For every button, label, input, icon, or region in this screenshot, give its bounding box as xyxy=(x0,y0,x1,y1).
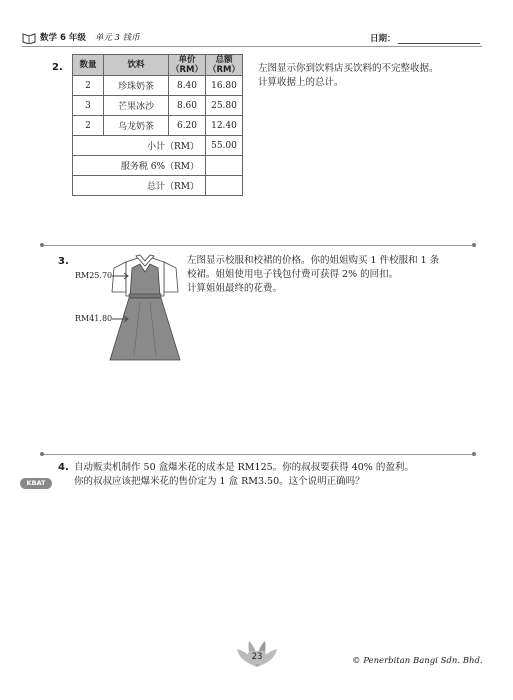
table-row xyxy=(73,96,243,116)
question-4-line: 你的叔叔应该把爆米花的售价定为 1 盒 RM3.50。这个说明正确吗？ xyxy=(74,476,365,487)
question-3-text xyxy=(187,254,487,296)
header-title xyxy=(40,31,140,43)
col-unit-price-header: 单价 （RM） xyxy=(169,55,206,76)
table-row xyxy=(73,76,243,96)
divider-dot xyxy=(472,243,476,247)
divider-dot xyxy=(472,452,476,456)
summary-row xyxy=(73,156,243,176)
col-qty-header: 数量 xyxy=(73,55,104,76)
unit-label: 单元 3 钱币 xyxy=(94,33,140,43)
date-line[interactable] xyxy=(398,43,480,44)
arrow-icon xyxy=(112,272,130,280)
question-4-line: 自动贩卖机制作 50 盒爆米花的成本是 RM125。你的叔叔要获得 40% 的盈利。 xyxy=(74,462,414,473)
grand-total-value[interactable] xyxy=(206,176,243,196)
row-unit-price: 6.20 xyxy=(169,116,206,136)
school-uniform-dress-image xyxy=(100,252,190,370)
divider-dot xyxy=(40,243,44,247)
receipt-table xyxy=(72,54,243,196)
col-total-header: 总额 （RM） xyxy=(206,55,243,76)
question-2-line: 左图显示你到饮料店买饮料的不完整收据。 xyxy=(258,63,439,74)
service-tax-label: 服务税 6%（RM） xyxy=(104,156,206,176)
service-tax-value[interactable] xyxy=(206,156,243,176)
row-qty: 2 xyxy=(73,76,104,96)
section-divider xyxy=(42,454,474,455)
question-3-line: 校裙。姐姐使用电子钱包付费可获得 2% 的回扣。 xyxy=(187,269,399,280)
divider-dot xyxy=(40,452,44,456)
row-total: 16.80 xyxy=(206,76,243,96)
question-4-text xyxy=(74,461,494,489)
question-2-number: 2. xyxy=(52,62,63,73)
section-divider xyxy=(42,245,474,246)
subtotal-label: 小计（RM） xyxy=(104,136,206,156)
summary-row xyxy=(73,136,243,156)
kbat-badge: KBAT xyxy=(20,478,52,489)
row-item: 珍珠奶茶 xyxy=(104,76,169,96)
row-qty: 3 xyxy=(73,96,104,116)
row-item: 芒果冰沙 xyxy=(104,96,169,116)
skirt-price-tag: RM41.80 xyxy=(75,314,113,323)
row-qty: 2 xyxy=(73,116,104,136)
question-3-line: 计算姐姐最终的花费。 xyxy=(187,283,283,294)
question-2-text xyxy=(258,62,488,90)
table-row xyxy=(73,116,243,136)
row-unit-price: 8.60 xyxy=(169,96,206,116)
question-4-number: 4. xyxy=(58,462,69,473)
question-2-line: 计算收据上的总计。 xyxy=(258,77,344,88)
pencil-book-icon xyxy=(22,32,36,44)
row-item: 乌龙奶茶 xyxy=(104,116,169,136)
summary-row xyxy=(73,176,243,196)
book-title: 数学 6 年级 xyxy=(40,33,86,43)
question-3-line: 左图显示校服和校裙的价格。你的姐姐购买 1 件校服和 1 条 xyxy=(187,255,440,266)
row-total: 12.40 xyxy=(206,116,243,136)
copyright-text: © Penerbitan Bangi Sdn. Bhd. xyxy=(352,656,483,666)
shirt-price-tag: RM25.70 xyxy=(75,271,113,280)
page-number: 23 xyxy=(248,651,266,664)
row-unit-price: 8.40 xyxy=(169,76,206,96)
question-3-number: 3. xyxy=(58,256,69,267)
arrow-icon xyxy=(112,315,130,323)
header-rule xyxy=(22,46,482,47)
row-total: 25.80 xyxy=(206,96,243,116)
grand-total-label: 总计（RM） xyxy=(104,176,206,196)
date-label: 日期： xyxy=(370,34,396,44)
col-item-header: 饮料 xyxy=(104,55,169,76)
subtotal-value: 55.00 xyxy=(206,136,243,156)
